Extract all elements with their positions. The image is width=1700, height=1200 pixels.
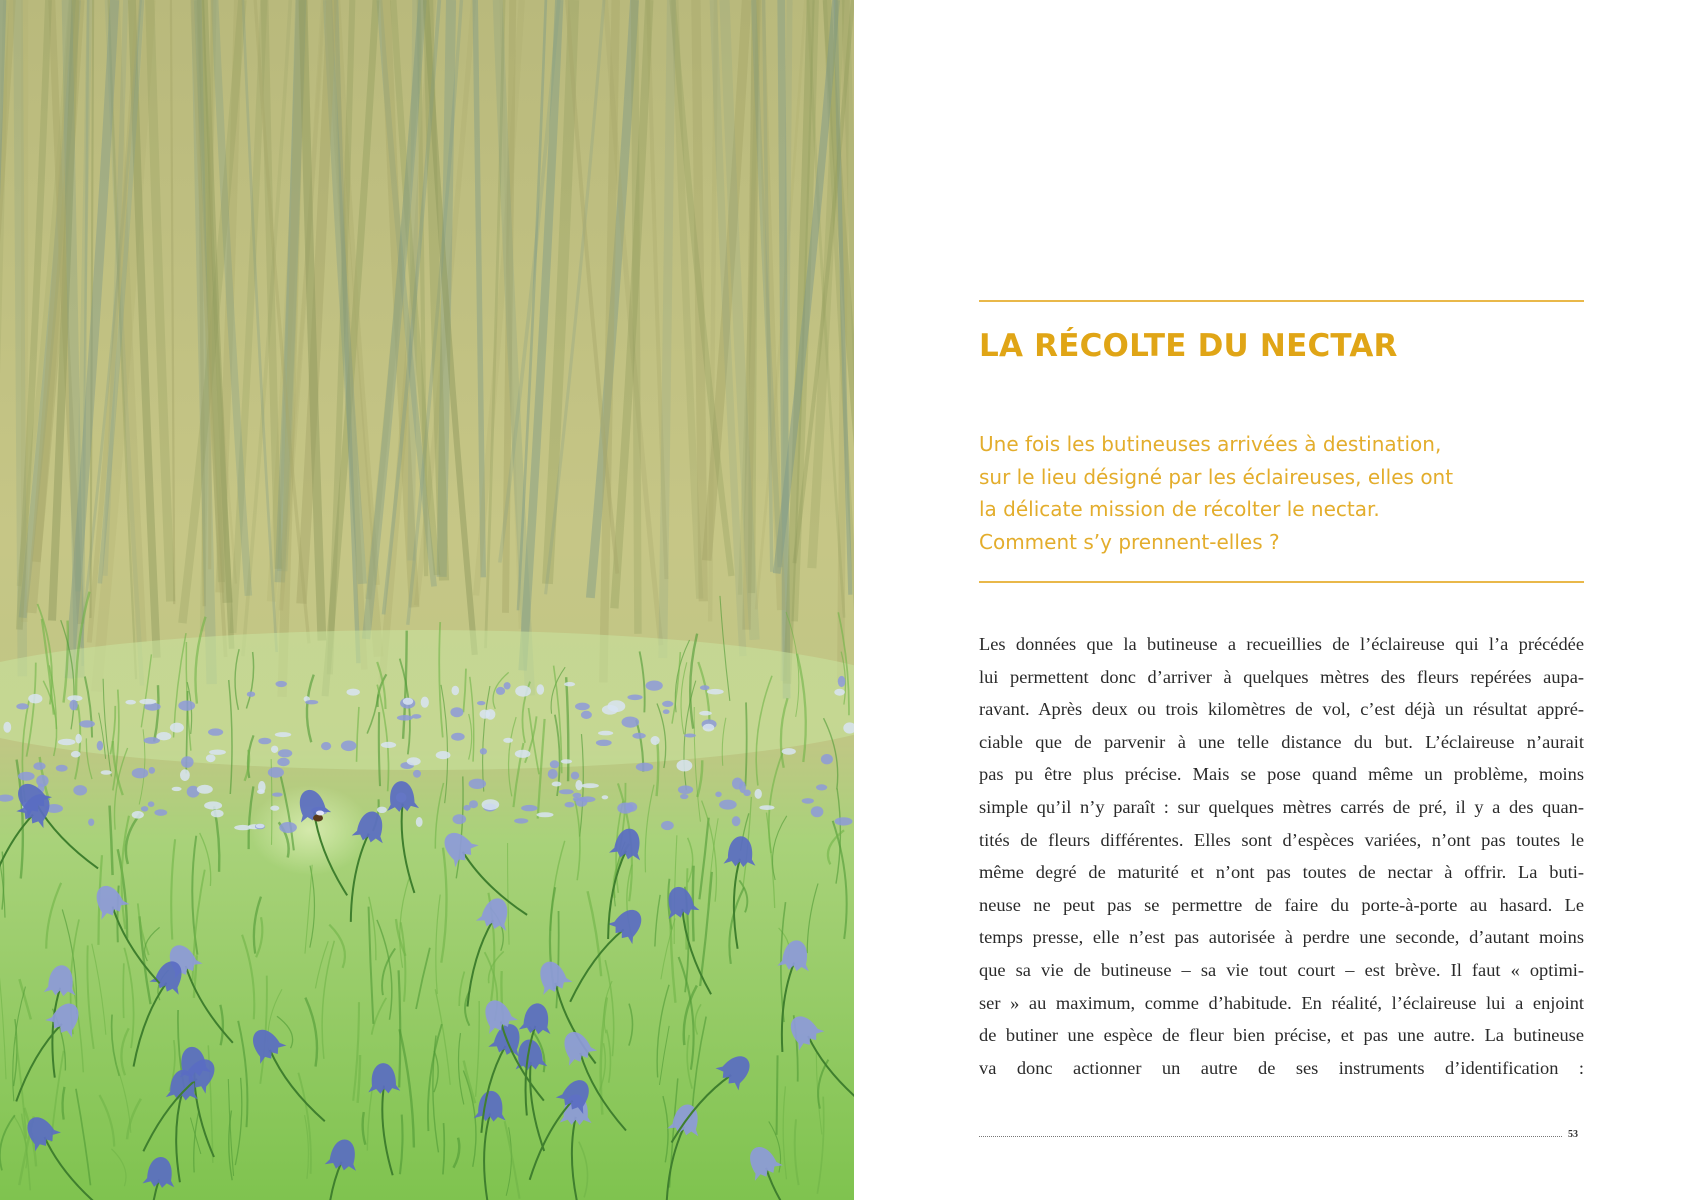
body-line: ciable que de parvenir à une telle distance du but. L’éclaireuse n’aurait [979, 731, 1584, 752]
body-line: simple qu’il n’y paraît : sur quelques mètres carrés de pré, il y a des quan- [979, 796, 1584, 817]
small-flower [480, 748, 487, 754]
small-flower [321, 742, 331, 750]
small-flower [149, 767, 156, 774]
small-flower [256, 824, 265, 829]
small-flower [211, 810, 224, 818]
body-line: pas pu être plus précise. Mais se pose quand même un problème, moins [979, 764, 1584, 785]
small-flower [684, 734, 696, 738]
body-line: même degré de maturité et n’ont pas toutes de nectar à offrir. La buti- [979, 862, 1584, 883]
small-flower [480, 710, 491, 719]
small-flower [453, 814, 467, 824]
small-flower [28, 694, 42, 704]
small-flower [559, 789, 574, 794]
small-flower [305, 700, 318, 704]
small-flower [625, 802, 637, 812]
small-flower [178, 701, 195, 711]
small-flower [581, 783, 599, 788]
intro-line: Comment s’y prennent-elles ? [979, 529, 1280, 554]
intro-line: sur le lieu désigné par les éclaireuses, elles ont [979, 464, 1454, 489]
grass-blade [123, 963, 124, 1018]
small-flower [412, 714, 422, 719]
small-flower [258, 738, 271, 745]
small-flower [575, 780, 582, 790]
grass-blade [379, 712, 380, 786]
small-flower [278, 749, 292, 757]
small-flower [514, 818, 528, 823]
small-flower [632, 733, 645, 739]
small-flower [69, 700, 77, 711]
small-flower [125, 700, 136, 705]
small-flower [206, 754, 216, 762]
small-flower [97, 741, 103, 751]
small-flower [661, 821, 674, 830]
small-flower [707, 689, 724, 695]
small-flower [3, 722, 11, 733]
body-line: que sa vie de butineuse – sa vie tout court – est brève. Il faut « optimi- [979, 959, 1584, 980]
small-flower [397, 715, 413, 721]
small-flower [703, 724, 715, 732]
small-flower [834, 689, 845, 696]
small-flower [16, 703, 28, 709]
small-flower [381, 742, 396, 748]
small-flower [452, 686, 460, 695]
small-flower [75, 734, 81, 744]
small-flower [279, 822, 297, 833]
small-flower [515, 750, 531, 758]
small-flower [561, 759, 572, 763]
small-flower [663, 709, 670, 714]
small-flower [148, 801, 155, 807]
small-flower [154, 809, 167, 816]
footer-rule [979, 1136, 1562, 1137]
small-flower [759, 805, 774, 810]
small-flower [208, 728, 223, 735]
intro-line: la délicate mission de récolter le nectar. [979, 497, 1380, 521]
small-flower [482, 799, 500, 810]
small-flower [622, 717, 640, 728]
small-flower [521, 805, 537, 811]
title-top-rule [979, 300, 1584, 302]
body-line: tités de fleurs différentes. Elles sont d’espèces variées, n’ont pas toutes le [979, 829, 1584, 850]
small-flower [407, 757, 421, 765]
small-flower [56, 765, 68, 772]
small-flower [537, 684, 545, 695]
small-flower [719, 800, 737, 810]
small-flower [504, 682, 511, 689]
page-number: 53 [1568, 1129, 1578, 1140]
small-flower [132, 811, 144, 819]
small-flower [699, 711, 712, 716]
small-flower [347, 689, 360, 696]
small-flower [677, 760, 693, 772]
body-line: Les données que la butineuse a recueillies de l’éclaireuse qui l’a précédée [979, 634, 1584, 654]
small-flower [416, 817, 423, 827]
small-flower [627, 695, 642, 701]
small-flower [101, 770, 112, 775]
small-flower [515, 686, 531, 697]
small-flower [413, 770, 421, 778]
small-flower [598, 731, 613, 736]
small-flower [277, 758, 289, 766]
small-flower [477, 701, 485, 705]
small-flower [276, 681, 287, 687]
small-flower [835, 817, 853, 825]
body-line: temps presse, elle n’est pas autorisée à perdre une seconde, d’autant moins [979, 927, 1584, 948]
small-flower [275, 732, 291, 737]
small-flower [197, 785, 213, 794]
small-flower [450, 707, 463, 717]
small-flower [341, 741, 357, 752]
small-flower [204, 801, 222, 809]
small-flower [451, 733, 465, 741]
small-flower [503, 738, 513, 743]
small-flower [247, 692, 255, 697]
body-line: de butiner une espèce de fleur bien précise, et pas une autre. La butineuse [979, 1025, 1584, 1046]
small-flower [565, 802, 575, 808]
small-flower [646, 681, 663, 691]
small-flower [636, 763, 653, 772]
small-flower [18, 772, 35, 781]
small-flower [463, 805, 470, 811]
intro-paragraph [979, 428, 1539, 558]
small-flower [732, 816, 741, 826]
small-flower [181, 756, 194, 768]
small-flower [170, 723, 184, 733]
small-flower [139, 699, 156, 705]
small-flower [33, 762, 45, 770]
tree-trunk [210, 0, 212, 569]
body-line: lui permettent donc d’arriver à quelques mètres des fleurs repérées aupa- [979, 666, 1584, 687]
small-flower [571, 772, 579, 780]
small-flower [88, 819, 94, 826]
text-page [854, 0, 1700, 1200]
small-flower [573, 793, 582, 798]
small-flower [548, 769, 558, 779]
small-flower [421, 697, 429, 708]
body-line: ser » au maximum, comme d’habitude. En réalité, l’éclaireuse lui a enjoint [979, 992, 1584, 1013]
small-flower [258, 781, 266, 793]
small-flower [209, 750, 226, 755]
small-flower [838, 676, 846, 687]
small-flower [573, 797, 580, 801]
small-flower [141, 806, 148, 811]
small-flower [811, 806, 824, 817]
small-flower [802, 798, 814, 804]
small-flower [662, 701, 673, 707]
small-flower [403, 698, 413, 705]
small-flower [678, 785, 693, 794]
body-line: neuse ne peut pas se permettre de faire du porte-à-porte au hasard. Le [979, 894, 1584, 915]
small-flower [469, 779, 486, 789]
small-flower [180, 769, 190, 781]
small-flower [271, 746, 278, 753]
small-flower [172, 787, 182, 791]
small-flower [816, 784, 827, 790]
small-flower [157, 732, 172, 740]
small-flower [550, 760, 559, 768]
small-flower [602, 795, 609, 799]
small-flower [596, 740, 612, 746]
small-flower [496, 687, 505, 695]
small-flower [580, 796, 596, 802]
small-flower [268, 767, 284, 778]
small-flower [821, 754, 833, 764]
small-flower [575, 703, 590, 711]
intro-line: Une fois les butineuses arrivées à destination, [979, 432, 1442, 456]
small-flower [132, 768, 149, 778]
small-flower [436, 751, 451, 759]
small-flower [552, 782, 562, 787]
small-flower [680, 794, 688, 799]
small-flower [651, 736, 660, 745]
intro-bottom-rule [979, 581, 1584, 583]
small-flower [79, 720, 95, 727]
small-flower [58, 739, 76, 745]
body-line: ravant. Après deux ou trois kilomètres de vol, c’est déjà un résultat appré- [979, 699, 1584, 720]
small-flower [377, 807, 387, 813]
body-line: va donc actionner un autre de ses instruments d’identification : [979, 1057, 1584, 1078]
small-flower [715, 792, 721, 798]
small-flower [782, 748, 796, 755]
small-flower [564, 682, 575, 686]
small-flower [272, 793, 283, 797]
small-flower [732, 778, 743, 790]
small-flower [755, 789, 762, 799]
chapter-title: LA RÉCOLTE DU NECTAR [979, 328, 1398, 364]
small-flower [581, 711, 592, 719]
small-flower [700, 685, 710, 690]
small-flower [71, 751, 81, 758]
grass-blade [777, 1055, 778, 1134]
small-flower [270, 806, 279, 811]
small-flower [608, 700, 626, 712]
small-flower [537, 812, 554, 817]
body-paragraph [979, 628, 1584, 1084]
small-flower [73, 785, 87, 795]
